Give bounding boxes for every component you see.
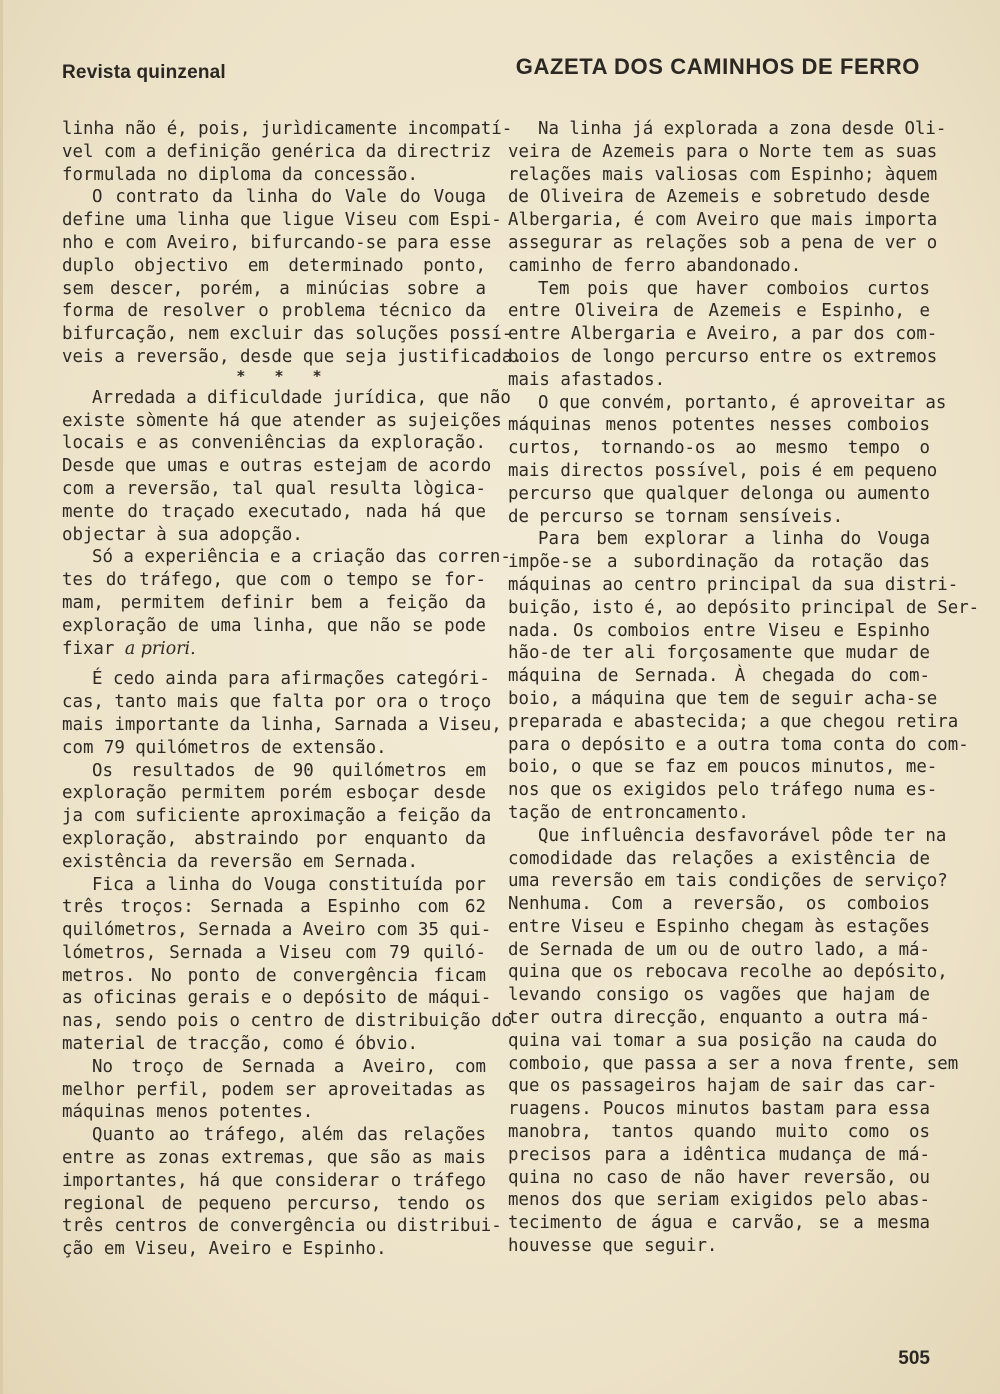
- text-line: de Sernada de um ou de outro lado, a má-: [508, 939, 930, 960]
- text-line: quina vai tomar a sua posição na cauda do: [508, 1030, 938, 1051]
- text-line: buição, isto é, ao depósito principal de Ser-: [508, 597, 980, 618]
- text-line: Os resultados de 90 quilómetros em: [92, 760, 486, 781]
- text-line: mam, permitem definir bem a feição da: [62, 592, 486, 613]
- text-line: O que convém, portanto, é aproveitar as: [538, 392, 947, 413]
- text-line: caminho de ferro abandonado.: [508, 255, 802, 276]
- text-line: máquinas menos potentes.: [62, 1102, 314, 1123]
- text-line: exploração, abstraindo por enquanto da: [62, 828, 486, 849]
- text-line: nho e com Aveiro, bifurcando-se para esse: [62, 232, 492, 253]
- text-line: duplo objectivo em determinado ponto,: [62, 255, 486, 276]
- text-line: uma reversão em tais condições de serviço?: [508, 871, 948, 892]
- text-line: levando consigo os vagões que hajam de: [508, 985, 930, 1006]
- text-line: ruagens. Poucos minutos bastam para essa: [508, 1099, 930, 1120]
- text-line: boio, a máquina que tem de seguir acha-se: [508, 688, 938, 709]
- text-line: exploração permitem porém esboçar desde: [62, 783, 486, 804]
- text-line: máquinas menos potentes nesses comboios: [508, 415, 930, 436]
- text-line: precisos para a idêntica mudança de má-: [508, 1144, 930, 1165]
- text-line: É cedo ainda para afirmações categóri-: [92, 669, 490, 690]
- text-line: mente do traçado executado, nada há que: [62, 501, 486, 522]
- text-line: forma de resolver o problema técnico da: [62, 301, 486, 322]
- text-line: impõe-se a subordinação da rotação das: [508, 552, 930, 573]
- text-line: No troço de Sernada a Aveiro, com: [92, 1056, 486, 1077]
- text-line: quilómetros, Sernada a Aveiro com 35 qui-: [62, 920, 492, 941]
- text-line: curtos, tornando-os ao mesmo tempo o: [508, 438, 930, 459]
- text-line: melhor perfil, podem ser aproveitadas as: [62, 1079, 486, 1100]
- italic-phrase: a priori.: [124, 638, 196, 659]
- text-line: regional de pequeno percurso, tendo os: [62, 1193, 486, 1214]
- text-line: linha não é, pois, jurìdicamente incompatí-: [62, 119, 513, 139]
- text-fragment: fixar: [62, 638, 115, 659]
- text-line: entre Viseu e Espinho chegam às estações: [508, 916, 930, 937]
- text-line: entre Albergaria e Aveiro, a par dos com-: [508, 324, 938, 345]
- text-line: Arredada a dificuldade jurídica, que não: [92, 387, 511, 408]
- text-line: tecimento de água e carvão, se a mesma: [508, 1213, 930, 1234]
- text-line: Que influência desfavorável pôde ter na: [538, 825, 947, 846]
- text-line: mais afastados.: [508, 369, 666, 390]
- text-line: relações mais valiosas com Espinho; àquem: [508, 164, 938, 185]
- text-line: comodidade das relações a existência de: [508, 848, 930, 869]
- left-column: [62, 118, 523, 1261]
- text-line: preparada e abastecida; a que chegou retira: [508, 711, 959, 732]
- text-line: define uma linha que ligue Viseu com Espi-: [62, 210, 502, 231]
- text-line: com 79 quilómetros de extensão.: [62, 737, 387, 758]
- text-line: Albergaria, é com Aveiro que mais importa: [508, 210, 938, 231]
- text-line: menos dos que seriam exigidos pelo abas-: [508, 1190, 930, 1211]
- text-line: exploração de uma linha, que não se pode: [62, 615, 486, 636]
- text-line: objectar à sua adopção.: [62, 524, 303, 545]
- text-line: Desde que umas e outras estejam de acordo: [62, 456, 492, 477]
- text-line: que os passageiros hajam de sair das car-: [508, 1076, 938, 1097]
- text-line: as oficinas gerais e o depósito de máqui-: [62, 988, 492, 1009]
- text-line: tes do tráfego, que com o tempo se for-: [62, 570, 486, 591]
- text-line: ter outra direcção, enquanto a outra má-: [508, 1008, 930, 1029]
- text-line: Tem pois que haver comboios curtos: [538, 278, 930, 299]
- text-line: O contrato da linha do Vale do Vouga: [92, 187, 486, 208]
- text-line: importantes, há que considerar o tráfego: [62, 1170, 486, 1191]
- text-line: ção em Viseu, Aveiro e Espinho.: [62, 1239, 387, 1260]
- page-number: 505: [898, 1348, 930, 1369]
- text-line: quina no caso de não haver reversão, ou: [508, 1167, 930, 1188]
- text-line: lómetros, Sernada a Viseu com 79 quiló-: [62, 942, 486, 963]
- text-line: houvesse que seguir.: [508, 1236, 718, 1257]
- text-line: hão-de ter ali forçosamente que mudar de: [508, 643, 930, 664]
- text-line: material de tracção, como é óbvio.: [62, 1034, 418, 1055]
- section-separator-asterisks: * * *: [236, 366, 332, 385]
- text-line: quina que os rebocava recolhe ao depósito,: [508, 962, 948, 983]
- text-line: três troços: Sernada a Espinho com 62: [62, 897, 486, 918]
- text-line: nos que os exigidos pelo tráfego numa es-: [508, 780, 938, 801]
- text-line: três centros de convergência ou distribui-: [62, 1216, 502, 1237]
- right-column: [508, 118, 980, 1258]
- text-line: metros. No ponto de convergência ficam: [62, 965, 486, 986]
- text-line: Na linha já explorada a zona desde Oli-: [538, 119, 947, 139]
- text-line: veira de Azemeis para o Norte tem as suas: [508, 141, 938, 162]
- binding-edge: [0, 0, 3, 1394]
- text-line: mais importante da linha, Sarnada a Viseu,: [62, 714, 502, 735]
- text-line: assegurar as relações sob a pena de ver o: [508, 232, 938, 253]
- text-line: máquina de Sernada. À chegada do com-: [508, 666, 930, 687]
- text-line: vel com a definição genérica da directriz: [62, 141, 492, 162]
- text-line: existe sòmente há que atender as sujeições: [62, 410, 502, 431]
- text-line-italic: [62, 638, 486, 661]
- text-line: tação de entroncamento.: [508, 802, 749, 823]
- text-line: locais e as conveniências da exploração.: [62, 433, 486, 454]
- text-line: boio, o que se faz em poucos minutos, me-: [508, 757, 938, 778]
- text-line: mais directos possível, pois é em pequeno: [508, 460, 938, 481]
- text-line: cas, tanto mais que falta por ora o troço: [62, 692, 492, 713]
- text-line: comboio, que passa a ser a nova frente, sem: [508, 1053, 959, 1074]
- text-line: nada. Os comboios entre Viseu e Espinho: [508, 620, 930, 641]
- header-left-title: Revista quinzenal: [62, 62, 226, 83]
- text-line: bifurcação, nem excluir das soluções possí-: [62, 324, 513, 345]
- text-line: nas, sendo pois o centro de distribuição do: [62, 1011, 513, 1032]
- text-line: veis a reversão, desde que seja justificada.: [62, 346, 523, 367]
- text-line: Para bem explorar a linha do Vouga: [538, 529, 930, 550]
- text-line: boios de longo percurso entre os extremos: [508, 346, 938, 367]
- text-line: de percurso se tornam sensíveis.: [508, 506, 844, 527]
- text-line: entre as zonas extremas, que são as mais: [62, 1148, 486, 1169]
- text-line: de Oliveira de Azemeis e sobretudo desde: [508, 187, 930, 208]
- text-line: para o depósito e a outra toma conta do com-: [508, 734, 969, 755]
- text-line: Nenhuma. Com a reversão, os comboios: [508, 894, 930, 915]
- header-right-title: GAZETA DOS CAMINHOS DE FERRO: [515, 54, 920, 79]
- text-line: Fica a linha do Vouga constituída por: [92, 874, 486, 895]
- text-line: manobra, tantos quando muito como os: [508, 1122, 930, 1143]
- text-line: Só a experiência e a criação das corren-: [92, 547, 511, 568]
- text-line: sem descer, porém, a minúcias sobre a: [62, 278, 486, 299]
- text-line: percurso que qualquer delonga ou aumento: [508, 483, 930, 504]
- text-line: Quanto ao tráfego, além das relações: [92, 1125, 486, 1146]
- text-line: existência da reversão em Sernada.: [62, 851, 418, 872]
- text-line: entre Oliveira de Azemeis e Espinho, e: [508, 301, 930, 322]
- text-line: com a reversão, tal qual resulta lògica-: [62, 478, 486, 499]
- text-line: máquinas ao centro principal da sua distri-: [508, 574, 959, 595]
- text-line: formulada no diploma da concessão.: [62, 164, 418, 185]
- paragraph-gap: [62, 660, 486, 668]
- text-line: ja com suficiente aproximação a feição da: [62, 806, 492, 827]
